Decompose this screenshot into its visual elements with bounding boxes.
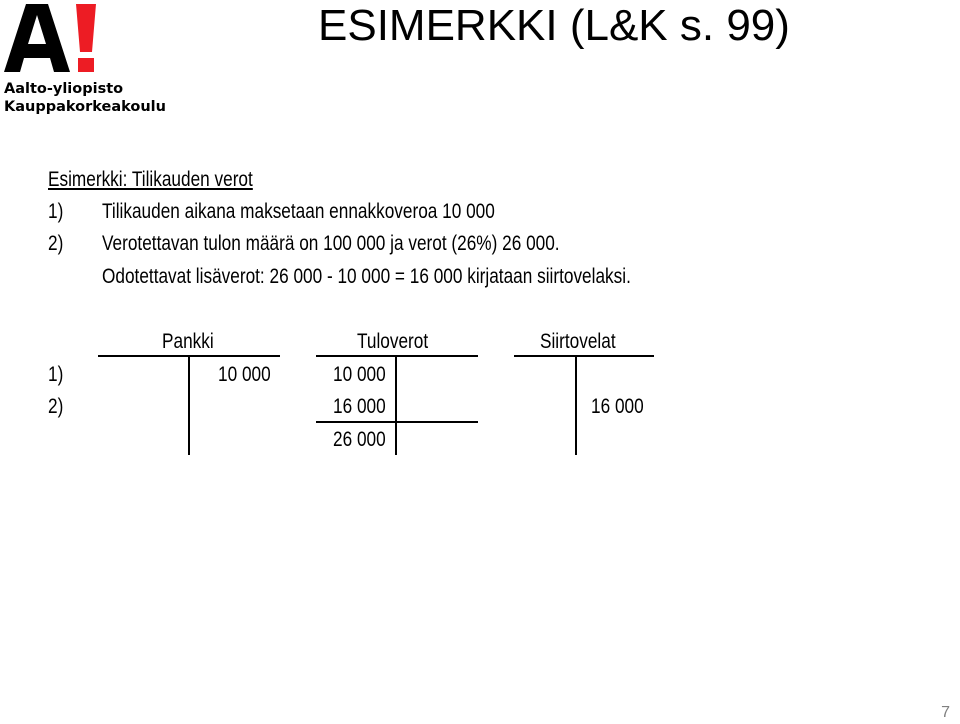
logo-text-school: Kauppakorkeakoulu (4, 99, 166, 115)
pankki-credit-1: 10 000 (218, 363, 271, 386)
tuloverot-center-line (395, 357, 397, 455)
page-number: 7 (941, 704, 950, 721)
example-heading: Esimerkki: Tilikauden verot (48, 168, 253, 191)
account-title-tuloverot: Tuloverot (357, 330, 429, 353)
item-number-2: 2) (48, 232, 64, 255)
slide-title: ESIMERKKI (L&K s. 99) (318, 1, 790, 50)
siirtovelat-top-line (514, 355, 654, 357)
tuloverot-debit-2: 16 000 (333, 395, 386, 418)
tuloverot-top-line (316, 355, 478, 357)
pankki-center-line (188, 357, 190, 455)
item-text-1: Tilikauden aikana maksetaan ennakkoveroa 10 000 (102, 200, 495, 223)
item-text-2: Verotettavan tulon määrä on 100 000 ja verot (26%) 26 000. (102, 232, 560, 255)
siirtovelat-center-line (575, 357, 577, 455)
row-label-2: 2) (48, 395, 64, 418)
account-title-siirtovelat: Siirtovelat (540, 330, 616, 353)
logo-text-university: Aalto-yliopisto (4, 81, 124, 97)
tuloverot-total: 26 000 (333, 428, 386, 451)
tuloverot-total-line (316, 421, 478, 423)
aalto-logo-mark (4, 4, 104, 74)
row-label-1: 1) (48, 363, 64, 386)
account-title-pankki: Pankki (162, 330, 214, 353)
siirtovelat-credit-1: 16 000 (591, 395, 644, 418)
item-text-2-continuation: Odotettavat lisäverot: 26 000 - 10 000 = 16 000 kirjataan siirtovelaksi. (102, 265, 631, 288)
aalto-logo (4, 4, 166, 116)
tuloverot-debit-1: 10 000 (333, 363, 386, 386)
item-number-1: 1) (48, 200, 64, 223)
